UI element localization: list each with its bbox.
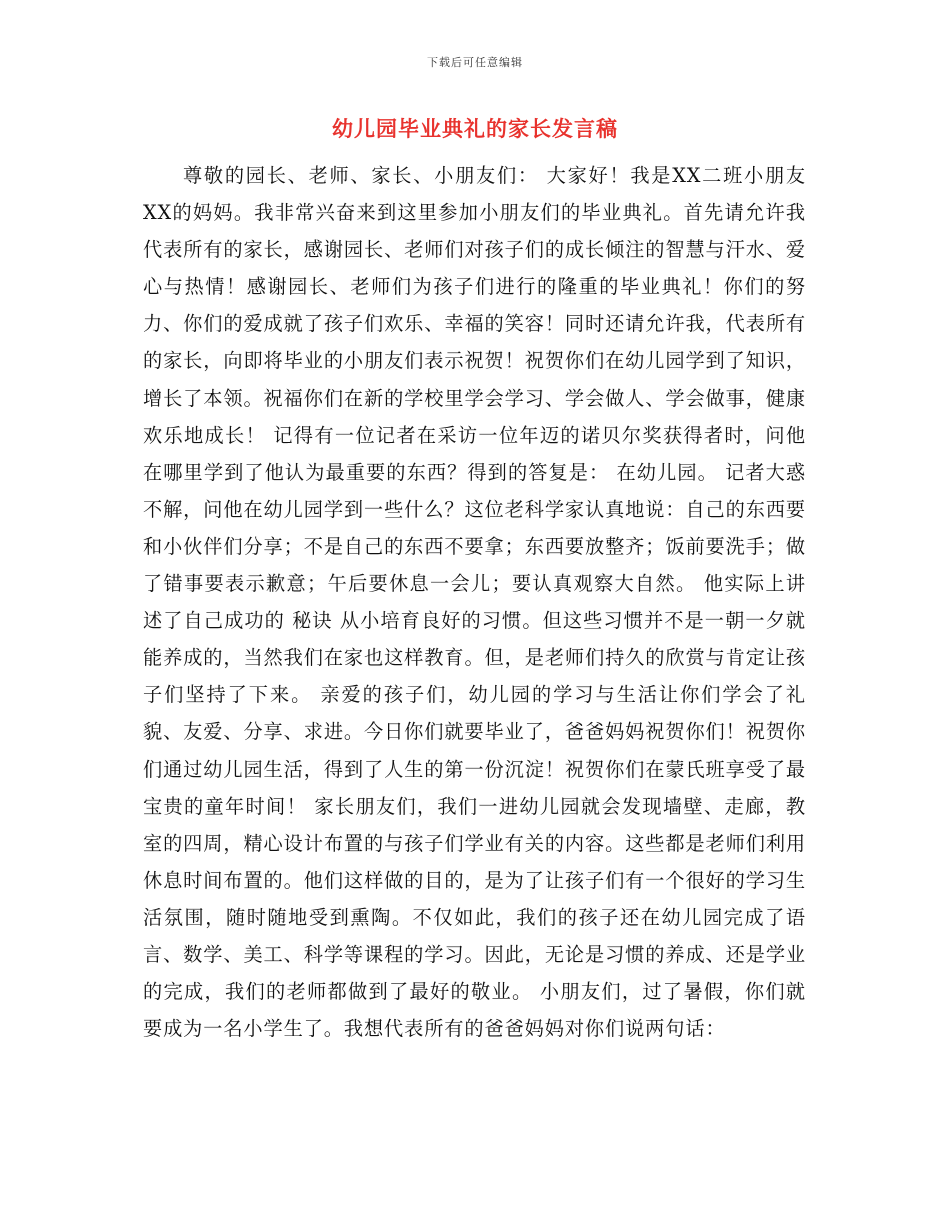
document-title: 幼儿园毕业典礼的家长发言稿	[332, 116, 618, 141]
speech-body-paragraph: 尊敬的园长、老师、家长、小朋友们： 大家好！我是XX二班小朋友XX的妈妈。我非常兴奋来到这里参加小朋友们的毕业典礼。首先请允许我代表所有的家长，感谢园长、老师们对孩子们的成长倾注的智慧与汗水、爱心与热情！感谢园长、老师们为孩子们进行的隆重的毕业典礼！你们的努力、你们的爱成就了孩子们欢乐、幸福的笑容！同时还请允许我，代表所有的家长，向即将毕业的小朋友们表示祝贺！祝贺你们在幼儿园学到了知识，增长了本领。祝福你们在新的学校里学会学习、学会做人、学会做事，健康欢乐地成长！ 记得有一位记者在采访一位年迈的诺贝尔奖获得者时，问他在哪里学到了他认为最重要的东西？得到的答复是： 在幼儿园。 记者大惑不解，问他在幼儿园学到一些什么？这位老科学家认真地说：自己的东西要和小伙伴们分享；不是自己的东西不要拿；东西要放整齐；饭前要洗手；做了错事要表示歉意；午后要休息一会儿；要认真观察大自然。 他实际上讲述了自己成功的 秘诀 从小培育良好的习惯。但这些习惯并不是一朝一夕就能养成的，当然我们在家也这样教育。但，是老师们持久的欣赏与肯定让孩子们坚持了下来。 亲爱的孩子们，幼儿园的学习与生活让你们学会了礼貌、友爱、分享、求进。今日你们就要毕业了，爸爸妈妈祝贺你们！祝贺你们通过幼儿园生活，得到了人生的第一份沉淀！祝贺你们在蒙氏班享受了最宝贵的童年时间！ 家长朋友们，我们一进幼儿园就会发现墙壁、走廊，教室的四周，精心设计布置的与孩子们学业有关的内容。这些都是老师们利用休息时间布置的。他们这样做的目的，是为了让孩子们有一个很好的学习生活氛围，随时随地受到熏陶。不仅如此，我们的孩子还在幼儿园完成了语言、数学、美工、科学等课程的学习。因此，无论是习惯的养成、还是学业的完成，我们的老师都做到了最好的敬业。 小朋友们，过了暑假，你们就要成为一名小学生了。我想代表所有的爸爸妈妈对你们说两句话：	[143, 164, 806, 1041]
download-note: 下载后可任意编辑	[427, 56, 523, 69]
